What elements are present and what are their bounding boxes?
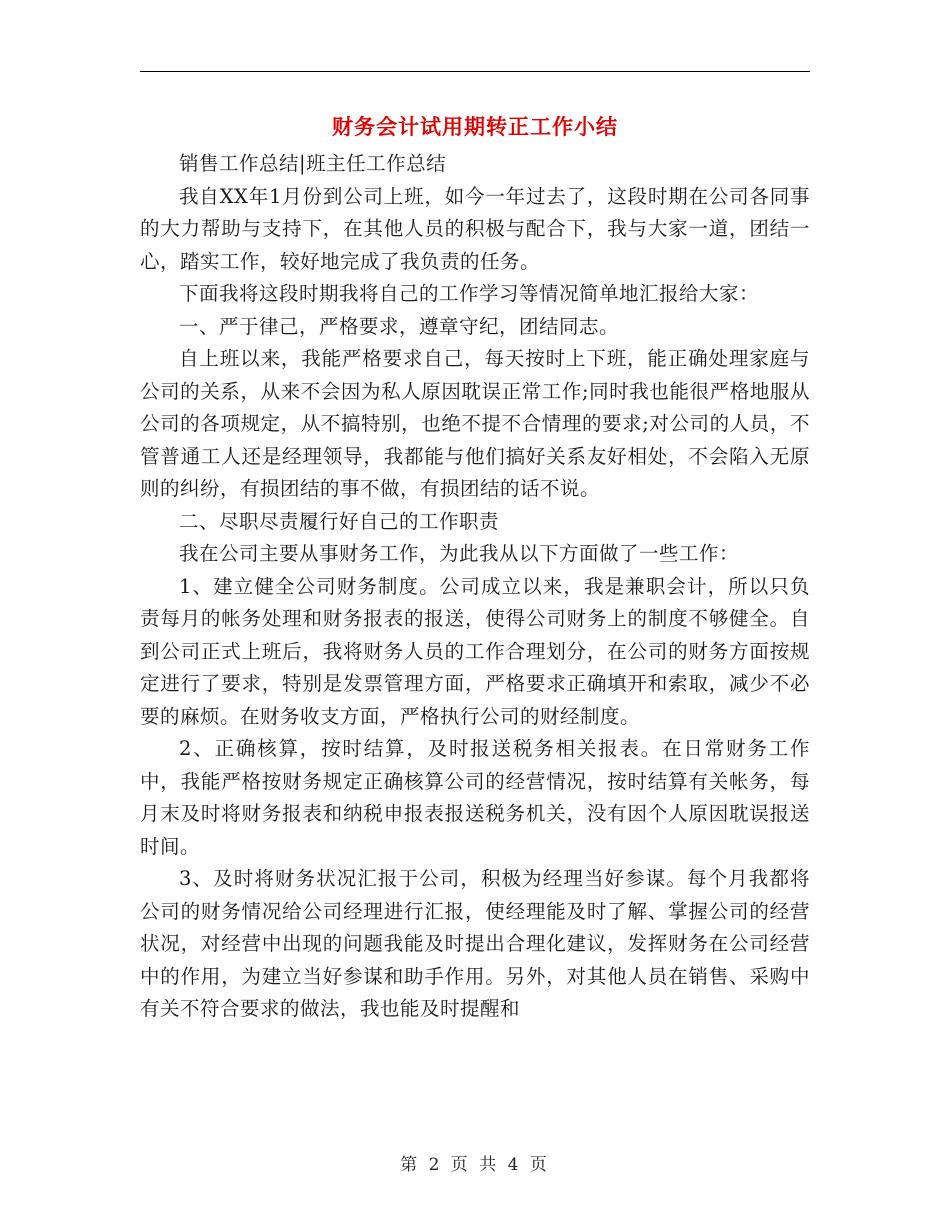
paragraph-item-2: 2、正确核算，按时结算，及时报送税务相关报表。在日常财务工作中，我能严格按财务规定正确核算公司的经营情况，按时结算有关帐务，每月末及时将财务报表和纳税申报表报送税务机关，没有因个人原因耽误报送时间。 — [140, 737, 810, 858]
section-heading-duties: 二、尽职尽责履行好自己的工作职责 — [179, 509, 500, 533]
document-body — [140, 148, 810, 1026]
header-rule — [140, 71, 810, 72]
page-footer: 第 2 页 共 4 页 — [400, 1155, 550, 1175]
paragraph-report-lead: 下面我将这段时期我将自己的工作学习等情况简单地汇报给大家： — [179, 282, 760, 305]
paragraph-item-1: 1、建立健全公司财务制度。公司成立以来，我是兼职会计，所以只负责每月的帐务处理和财务报表的报送，使得公司财务上的制度不够健全。自到公司正式上班后，我将财务人员的工作合理划分，在公司的财务方面按规定进行了要求，特别是发票管理方面，严格要求正确填开和索取，减少不必要的麻烦。在财务收支方面，严格执行公司的财经制度。 — [140, 574, 810, 728]
section-heading-discipline: 一、严于律己，严格要求，遵章守纪，团结同志。 — [179, 314, 620, 338]
paragraph-related-links: 销售工作总结|班主任工作总结 — [179, 152, 447, 175]
document-title: 财务会计试用期转正工作小结 — [332, 115, 618, 139]
paragraph-item-3: 3、及时将财务状况汇报于公司，积极为经理当好参谋。每个月我都将公司的财务情况给公司经理进行汇报，使经理能及时了解、掌握公司的经营状况，对经营中出现的问题我能及时提出合理化建议，发挥财务在公司经营中的作用，为建立当好参谋和助手作用。另外，对其他人员在销售、采购中有关不符合要求的做法，我也能及时提醒和 — [140, 867, 810, 1020]
paragraph-duties-lead: 我在公司主要从事财务工作，为此我从以下方面做了一些工作： — [179, 542, 740, 565]
paragraph-intro: 我自XX年1月份到公司上班，如今一年过去了，这段时期在公司各同事的大力帮助与支持下，在其他人员的积极与配合下，我与大家一道，团结一心，踏实工作，较好地完成了我负责的任务。 — [140, 184, 810, 273]
paragraph-discipline: 自上班以来，我能严格要求自己，每天按时上下班，能正确处理家庭与公司的关系，从来不会因为私人原因耽误正常工作;同时我也能很严格地服从公司的各项规定，从不搞特别，也绝不提不合情理的要求;对公司的人员，不管普通工人还是经理领导，我都能与他们搞好关系友好相处，不会陷入无原则的纠纷，有损团结的事不做，有损团结的话不说。 — [140, 347, 810, 500]
